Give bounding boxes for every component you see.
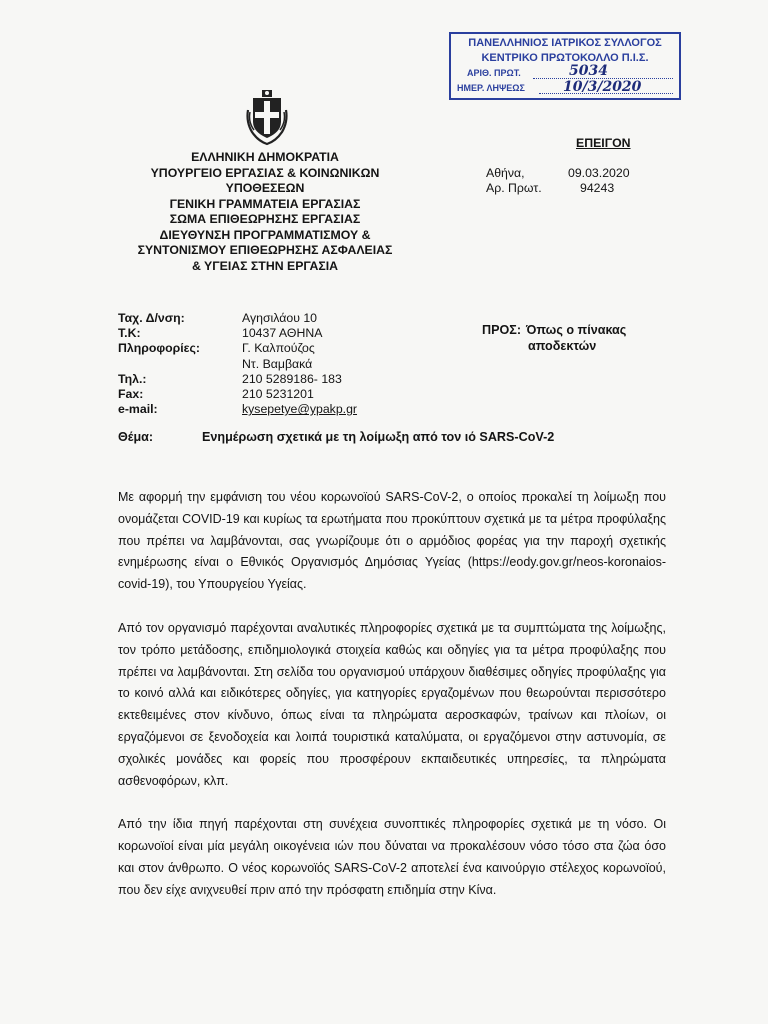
org-line: ΣΩΜΑ ΕΠΙΘΕΩΡΗΣΗΣ ΕΡΓΑΣΙΑΣ bbox=[169, 212, 361, 226]
protocol-stamp bbox=[449, 32, 681, 100]
to-value-line1: Όπως ο πίνακας bbox=[526, 323, 627, 337]
body-paragraph: Με αφορμή την εμφάνιση του νέου κορωνοϊού SARS-CoV-2, ο οποίος προκαλεί τη λοίμωξη που ονομάζεται COVID-19 και κυρίως τα ερωτήματα που προκύπτουν σχετικά με τα μέτρα προφύλαξης που πρέπει να λαμβάνονται, σας γνωρίζουμε ότι ο αρμόδιος φορέας για την παροχή σχετικής ενημέρωσης είναι ο Εθνικός Οργανισμός Δημόσιας Υγείας (https://eody.gov.gr/neos-koronaios-covid-19), του Υπουργείου Υγείας. bbox=[118, 490, 666, 592]
address-value: Αγησιλάου 10 bbox=[242, 311, 318, 325]
document-date: 09.03.2020 bbox=[568, 166, 630, 180]
info-value-2: Ντ. Βαμβακά bbox=[242, 356, 313, 371]
postal-value: 10437 ΑΘΗΝΑ bbox=[242, 326, 323, 341]
email-label: e-mail: bbox=[118, 402, 158, 417]
stamp-date-label: ΗΜΕΡ. ΛΗΨΕΩΣ bbox=[457, 83, 525, 93]
to-value-line2: αποδεκτών bbox=[528, 339, 597, 353]
phone-value: 210 5289186- 183 bbox=[242, 371, 342, 386]
org-line: ΥΠΟΘΕΣΕΩΝ bbox=[225, 181, 305, 195]
email-link[interactable]: kysepetye@ypakp.gr bbox=[242, 402, 358, 417]
recipients-block bbox=[482, 322, 626, 354]
org-line: ΥΠΟΥΡΓΕΙΟ ΕΡΓΑΣΙΑΣ & ΚΟΙΝΩΝΙΚΩΝ bbox=[150, 165, 380, 180]
org-line: & ΥΓΕΙΑΣ ΣΤΗΝ ΕΡΓΑΣΙΑ bbox=[191, 258, 339, 273]
subject-label: Θέμα: bbox=[118, 430, 154, 444]
place-label: Αθήνα, bbox=[486, 166, 525, 180]
fax-label: Fax: bbox=[118, 387, 144, 402]
stamp-received-date: 10/3/2020 bbox=[563, 79, 642, 95]
org-line: ΔΙΕΥΘΥΝΣΗ ΠΡΟΓΡΑΜΜΑΤΙΣΜΟΥ & bbox=[159, 227, 371, 242]
to-label: ΠΡΟΣ: bbox=[482, 323, 522, 337]
letter-body bbox=[118, 487, 666, 924]
org-line: ΓΕΝΙΚΗ ΓΡΑΜΜΑΤΕΙΑ ΕΡΓΑΣΙΑΣ bbox=[169, 196, 361, 211]
body-paragraph: Από τον οργανισμό παρέχονται αναλυτικές πληροφορίες σχετικά με τα συμπτώματα της λοίμωξης, τον τρόπο μετάδοσης, επιδημιολογικά στοιχεία καθώς και οδηγίες για τα μέτρα προφύλαξης που πρέπει να λαμβάνονται. Στη σελίδα του οργανισμού υπάρχουν διαθέσιμες οδηγίες προφύλαξης για το κοινό αλλά και ειδικότερες οδηγίες, για κατηγορίες εργαζομένων που θεωρούνται περισσότερο εκτεθειμένες στον κίνδυνο, όπως είναι τα πληρώματα αεροσκαφών, τραίνων και πλοίων, οι εργαζόμενοι σε ξενοδοχεία και λοιπά τουριστικά καταλύματα, οι εργαζόμενοι στην αστυνομία, σε σχολικές μονάδες και φορείς που προσφέρουν εκπαιδευτικές υπηρεσίες, τα πληρώματα ασθενοφόρων, κλπ. bbox=[118, 620, 666, 788]
org-line: ΕΛΛΗΝΙΚΗ ΔΗΜΟΚΡΑΤΙΑ bbox=[191, 150, 339, 164]
postal-label: Τ.Κ: bbox=[118, 326, 141, 341]
issuing-authority bbox=[120, 150, 410, 274]
protocol-label: Αρ. Πρωτ. bbox=[486, 181, 542, 195]
fax-value: 210 5231201 bbox=[242, 387, 314, 402]
contact-block bbox=[118, 311, 357, 417]
urgent-label: ΕΠΕΙΓΟΝ bbox=[576, 136, 631, 150]
body-paragraph: Από την ίδια πηγή παρέχονται στη συνέχεια συνοπτικές πληροφορίες σχετικά με τη νόσο. Οι κορωνοϊοί είναι μία μεγάλη οικογένεια ιών που δύναται να προκαλέσουν νόσο τόσο στα ζώα όσο και στον άνθρωπο. Ο νέος κορωνοϊός SARS-CoV-2 αποτελεί ένα καινούργιο στέλεχος κορωνοϊού, που δεν είχε ανιχνευθεί πριν από την πρόσφατη επιδημία στην Κίνα. bbox=[118, 817, 666, 897]
phone-label: Τηλ.: bbox=[118, 371, 147, 386]
stamp-protocol-number: 5034 bbox=[569, 63, 608, 79]
stamp-protocol-label: ΑΡΙΘ. ΠΡΩΤ. bbox=[467, 68, 521, 78]
greek-coat-of-arms-icon bbox=[244, 88, 290, 146]
date-protocol-block bbox=[486, 166, 630, 196]
stamp-subtitle: ΚΕΝΤΡΙΚΟ ΠΡΩΤΟΚΟΛΛΟ Π.Ι.Σ. bbox=[481, 52, 649, 64]
subject-line bbox=[118, 430, 554, 444]
subject-text: Ενημέρωση σχετικά με τη λοίμωξη από τον ιό SARS-CoV-2 bbox=[202, 430, 555, 444]
address-label: Ταχ. Δ/νση: bbox=[118, 311, 185, 325]
protocol-number: 94243 bbox=[580, 181, 615, 195]
org-line: ΣΥΝΤΟΝΙΣΜΟΥ ΕΠΙΘΕΩΡΗΣΗΣ ΑΣΦΑΛΕΙΑΣ bbox=[137, 243, 393, 257]
info-label: Πληροφορίες: bbox=[118, 341, 201, 356]
info-value-1: Γ. Καλπούζος bbox=[242, 341, 315, 356]
stamp-title: ΠΑΝΕΛΛΗΝΙΟΣ ΙΑΤΡΙΚΟΣ ΣΥΛΛΟΓΟΣ bbox=[468, 37, 662, 49]
